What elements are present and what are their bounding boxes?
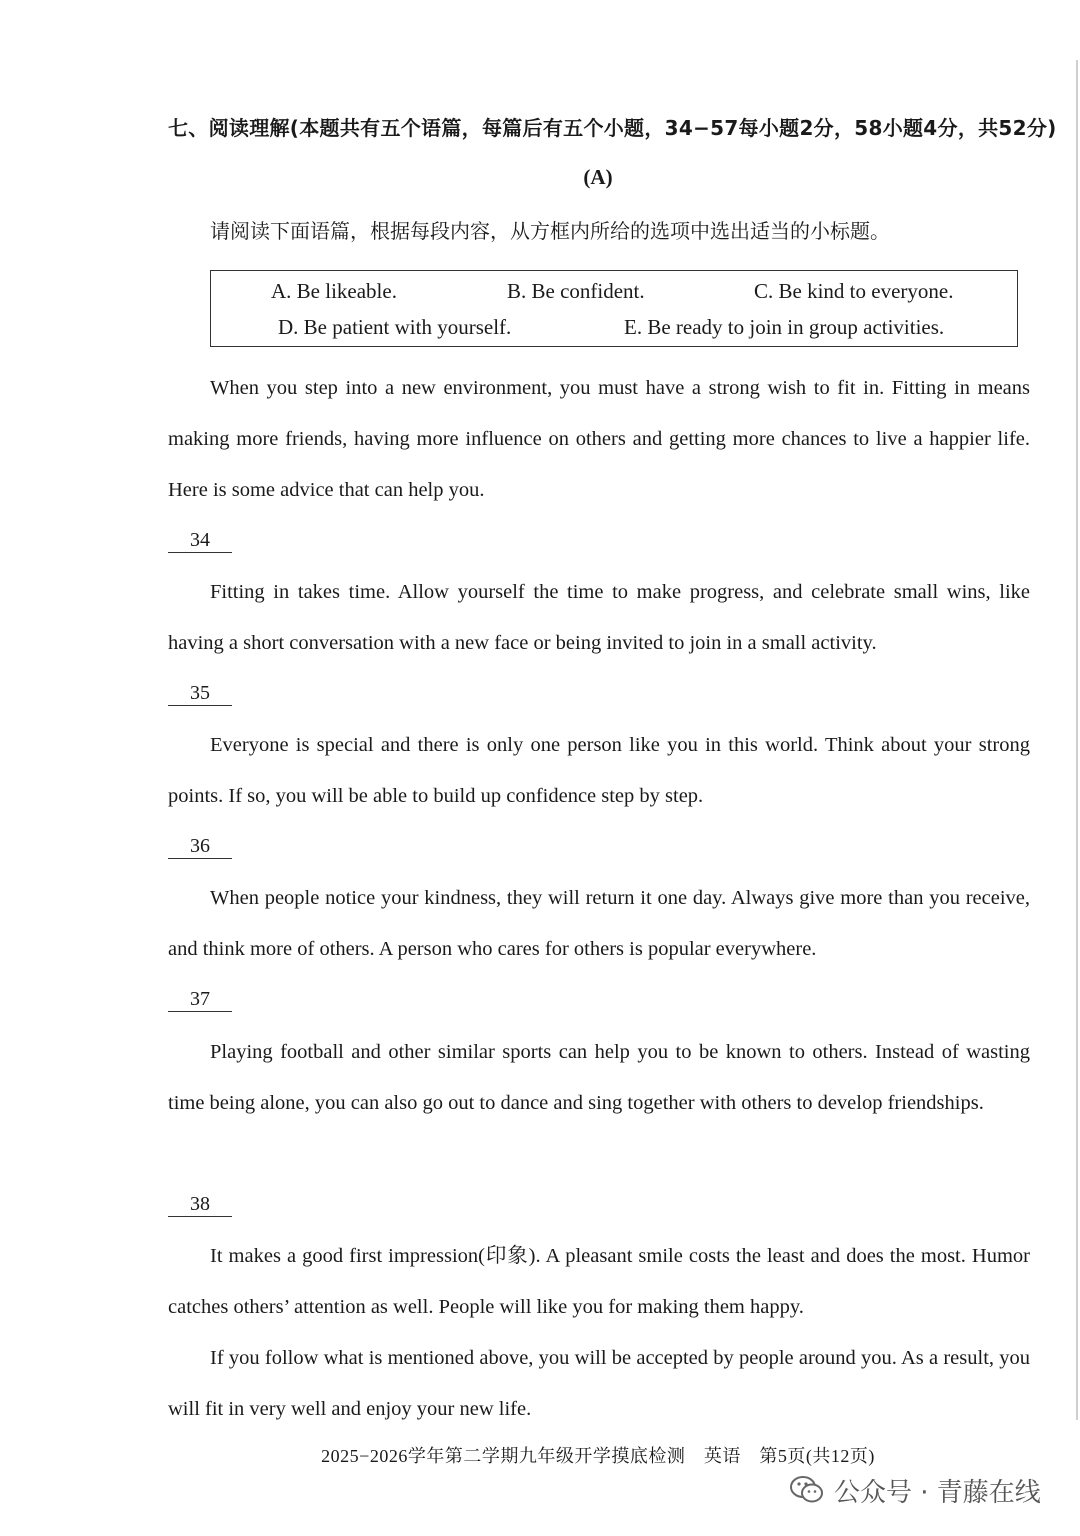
answer-blank-37: 37 bbox=[168, 987, 232, 1012]
intro-paragraph: When you step into a new environment, you must have a strong wish to fit in. Fitting in means making more friends, having more influence on others and getting more chances to live a happier life. Here is some advice that can help you. bbox=[168, 377, 1030, 501]
paragraph-34: Fitting in takes time. Allow yourself the time to make progress, and celebrate small wins, like having a short conversation with a new face or being invited to join in a small activity. bbox=[168, 581, 1030, 654]
wechat-icon bbox=[790, 1475, 824, 1505]
watermark-text: 公众号 · 青藤在线 bbox=[834, 1477, 1041, 1508]
section-title: 七、阅读理解(本题共有五个语篇，每篇后有五个小题，34−57每小题2分，58小题4分，共52分) bbox=[168, 116, 1057, 140]
option-a: A. Be likeable. bbox=[271, 279, 397, 303]
conclusion-paragraph: If you follow what is mentioned above, you will be accepted by people around you. As a result, you will fit in very well and enjoy your new life. bbox=[168, 1347, 1030, 1420]
page-footer: 2025−2026学年第二学期九年级开学摸底检测 英语 第5页(共12页) bbox=[321, 1446, 875, 1466]
paragraph-35: Everyone is special and there is only one person like you in this world. Think about your strong points. If so, you will be able to build up confidence step by step. bbox=[168, 734, 1030, 807]
option-b: B. Be confident. bbox=[507, 279, 645, 303]
options-box bbox=[210, 270, 1018, 347]
option-e: E. Be ready to join in group activities. bbox=[624, 315, 945, 339]
page-edge-line bbox=[1076, 60, 1078, 1420]
answer-blank-38: 38 bbox=[168, 1192, 232, 1217]
part-label: (A) bbox=[583, 165, 613, 189]
paragraph-37: Playing football and other similar sports can help you to be known to others. Instead of wasting time being alone, you can also go out to dance and sing together with others to develop friendships. bbox=[168, 1041, 1030, 1114]
answer-blank-34: 34 bbox=[168, 528, 232, 553]
answer-blank-35: 35 bbox=[168, 681, 232, 706]
watermark bbox=[790, 1470, 1041, 1510]
option-c: C. Be kind to everyone. bbox=[754, 279, 954, 303]
option-d: D. Be patient with yourself. bbox=[278, 315, 512, 339]
answer-blank-36: 36 bbox=[168, 834, 232, 859]
instruction: 请阅读下面语篇，根据每段内容，从方框内所给的选项中选出适当的小标题。 bbox=[210, 219, 890, 243]
paragraph-38: It makes a good first impression(印象). A pleasant smile costs the least and does the most. Humor catches others’ attention as well. People will like you for making them happy. bbox=[168, 1245, 1030, 1318]
paragraph-36: When people notice your kindness, they will return it one day. Always give more than you receive, and think more of others. A person who cares for others is popular everywhere. bbox=[168, 887, 1030, 960]
